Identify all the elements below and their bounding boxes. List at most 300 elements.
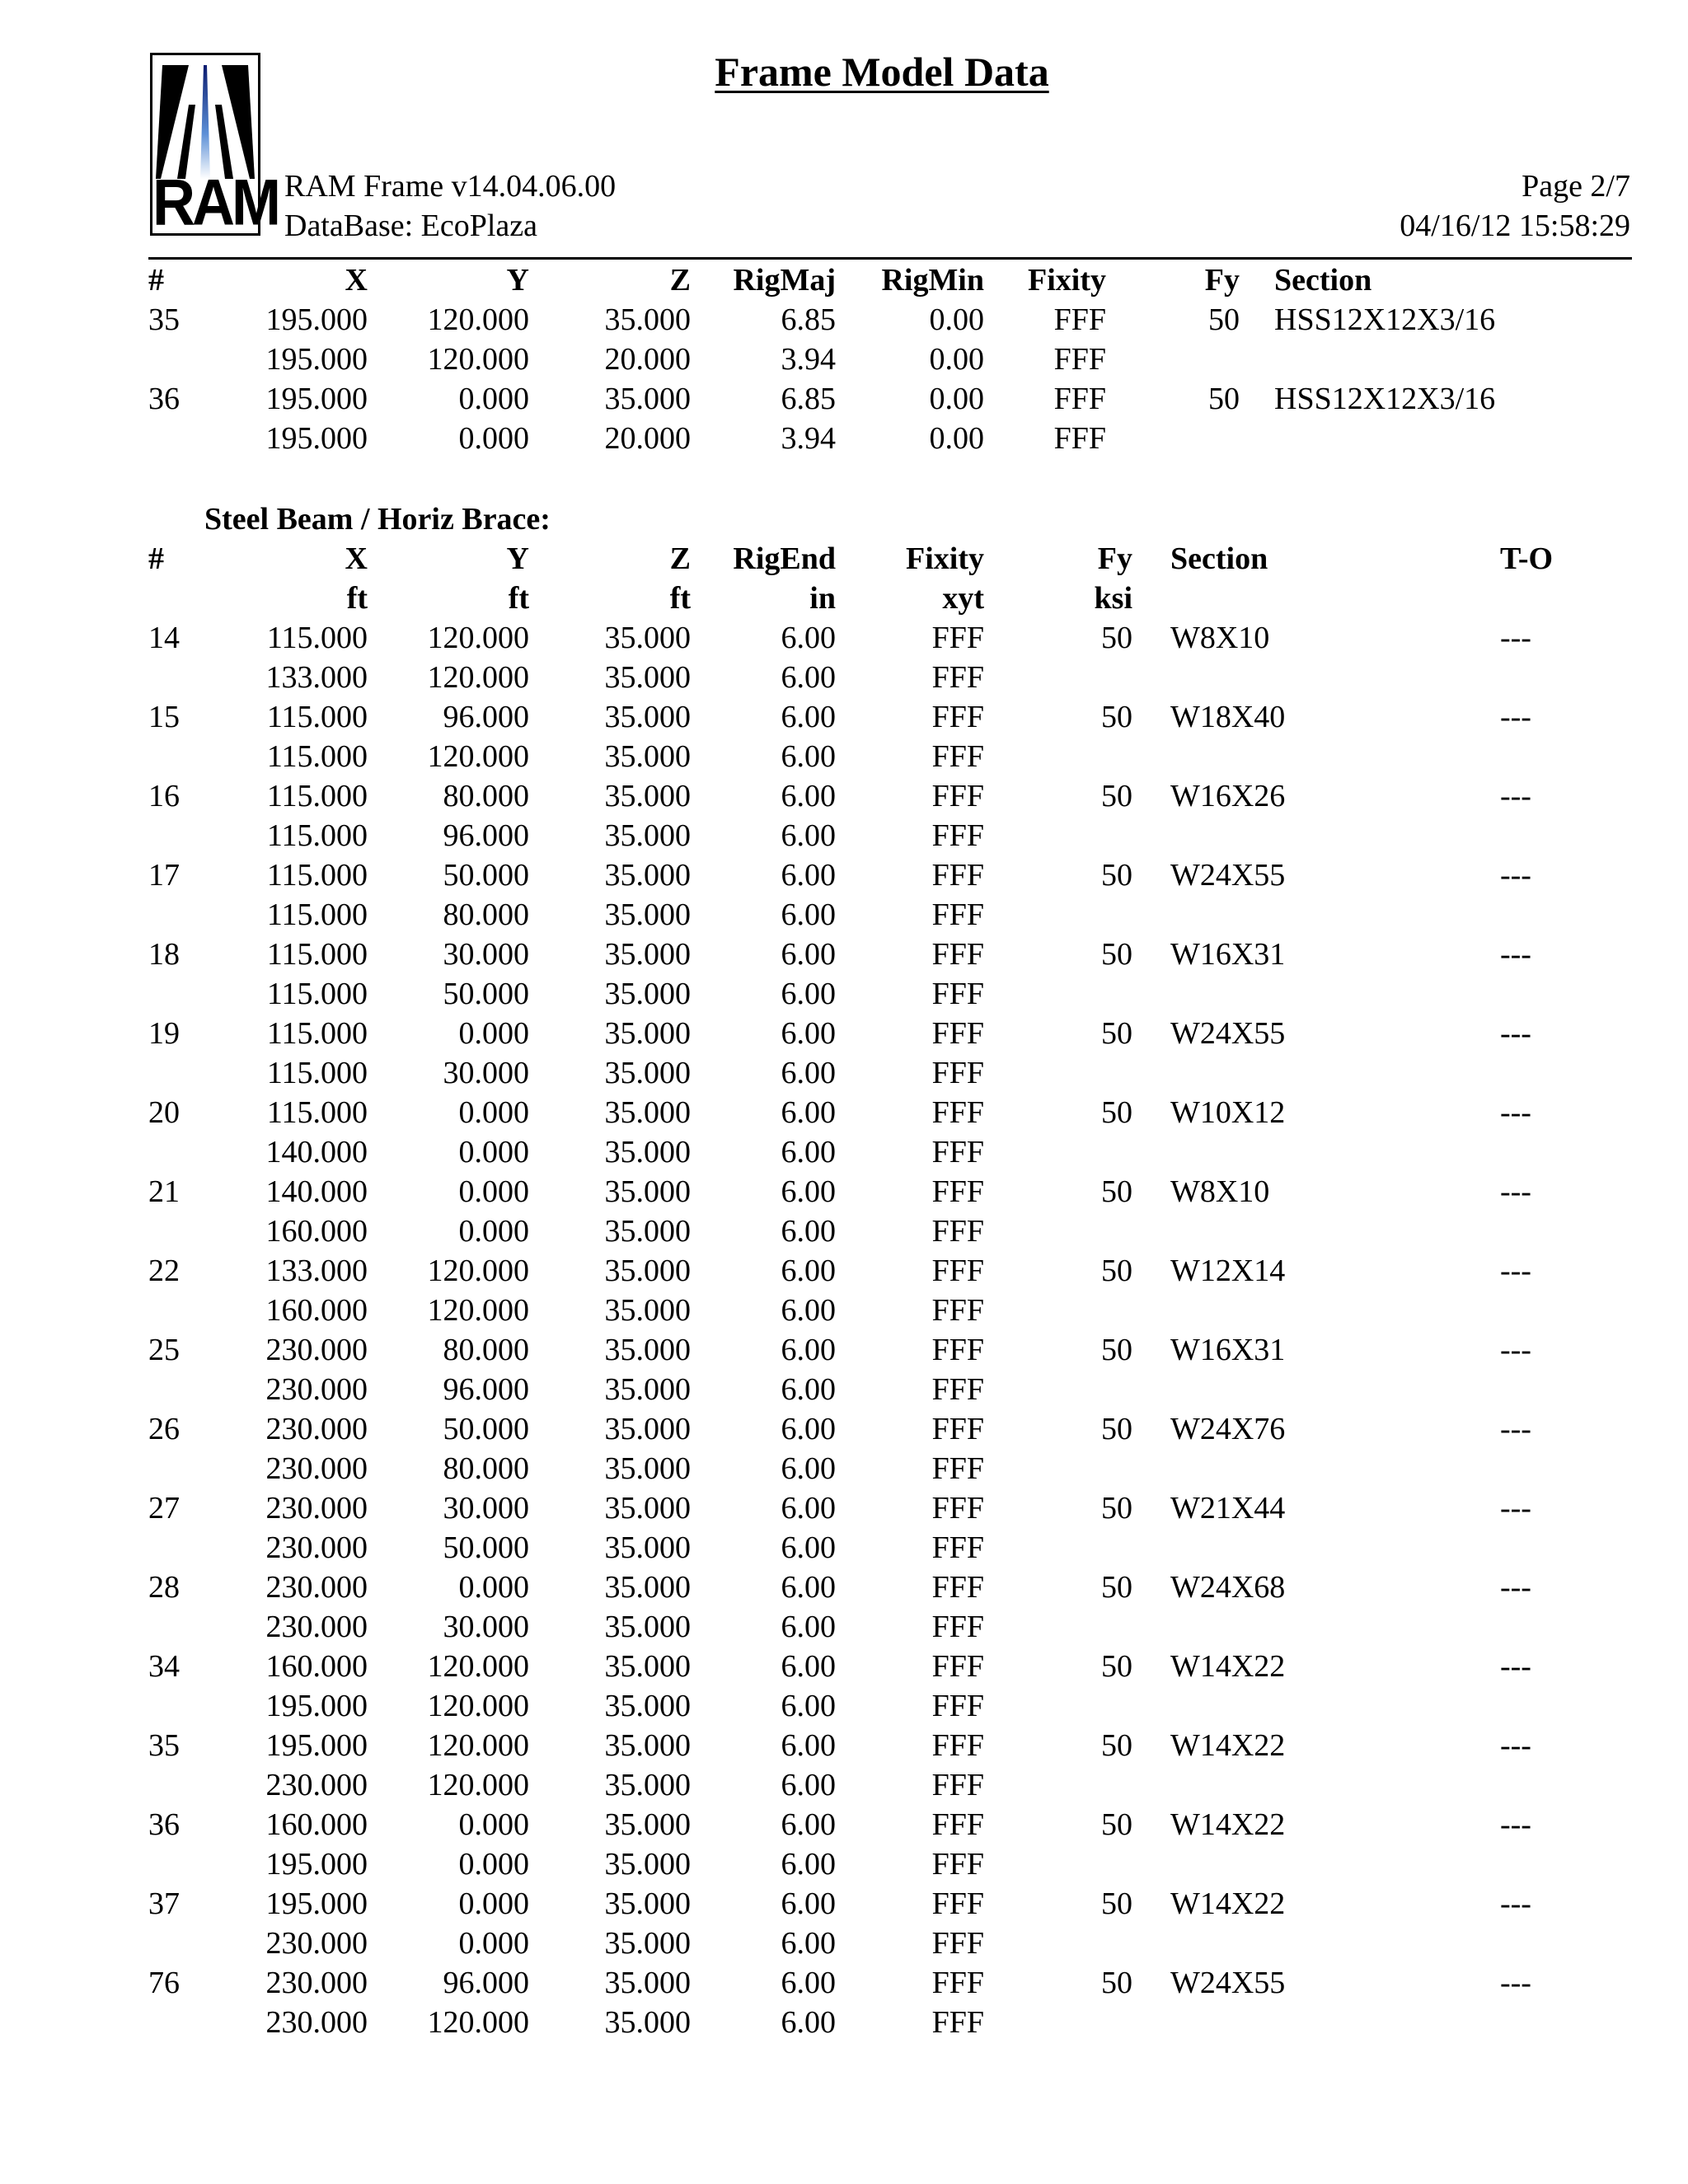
- table-row: [0, 658, 1688, 697]
- cell-fixity: FFF: [931, 1649, 984, 1684]
- cell-fy: ksi: [1094, 581, 1132, 616]
- cell-y: 30.000: [443, 1610, 529, 1644]
- cell-z: 35.000: [604, 1530, 691, 1565]
- cell-fixity: FFF: [931, 1135, 984, 1169]
- cell-fy: 50: [1101, 621, 1132, 655]
- cell-fixity: FFF: [931, 1570, 984, 1605]
- cell-x: 230.000: [265, 1451, 368, 1486]
- table-units-row: [0, 579, 1688, 618]
- cell-rigend: 6.00: [781, 1530, 836, 1565]
- cell-x: 115.000: [266, 1095, 368, 1130]
- table-row: [0, 1449, 1688, 1488]
- cell-y: 120.000: [427, 1689, 529, 1723]
- cell-x: 230.000: [265, 2005, 368, 2040]
- cell-section: W21X44: [1170, 1491, 1286, 1526]
- cell-y: 80.000: [443, 898, 529, 932]
- cell-z: 35.000: [604, 1807, 691, 1842]
- table-row: [0, 340, 1688, 379]
- cell-z: 35.000: [604, 1412, 691, 1446]
- cell-x: 195.000: [265, 1847, 368, 1882]
- cell-to: ---: [1500, 1649, 1531, 1684]
- cell-fixity: FFF: [931, 1214, 984, 1249]
- cell-y: 80.000: [443, 1451, 529, 1486]
- table-row: [0, 1765, 1688, 1805]
- cell-id: 37: [148, 1886, 180, 1921]
- cell-z: 35.000: [604, 1886, 691, 1921]
- cell-fixity: FFF: [931, 1530, 984, 1565]
- cell-x: 115.000: [266, 937, 368, 972]
- table-row: [0, 1212, 1688, 1251]
- cell-x: 195.000: [265, 1886, 368, 1921]
- cell-z: 35.000: [604, 779, 691, 813]
- cell-x: 230.000: [265, 1333, 368, 1367]
- cell-fixity: FFF: [931, 1689, 984, 1723]
- cell-id: #: [148, 263, 164, 298]
- cell-fy: 50: [1101, 1966, 1132, 2000]
- cell-id: 27: [148, 1491, 180, 1526]
- cell-fy: Fy: [1097, 541, 1132, 576]
- cell-x: 230.000: [265, 1610, 368, 1644]
- cell-fixity: Fixity: [1028, 263, 1106, 298]
- cell-fy: Fy: [1204, 263, 1240, 298]
- cell-section: W14X22: [1170, 1807, 1286, 1842]
- cell-y: 0.000: [458, 382, 529, 416]
- cell-z: 35.000: [604, 1214, 691, 1249]
- cell-fixity: FFF: [931, 1491, 984, 1526]
- cell-x: X: [345, 263, 368, 298]
- cell-y: 96.000: [443, 1372, 529, 1407]
- table-row: [0, 1093, 1688, 1132]
- cell-fixity: FFF: [931, 1807, 984, 1842]
- cell-z: 35.000: [604, 700, 691, 734]
- cell-y: 50.000: [443, 1530, 529, 1565]
- cell-fixity: FFF: [931, 818, 984, 853]
- cell-x: 230.000: [265, 1768, 368, 1802]
- cell-rigend: 6.00: [781, 1254, 836, 1288]
- cell-fixity: FFF: [931, 1847, 984, 1882]
- cell-fixity: FFF: [931, 1372, 984, 1407]
- cell-z: 35.000: [604, 1768, 691, 1802]
- cell-fy: 50: [1101, 700, 1132, 734]
- cell-section: W16X26: [1170, 779, 1286, 813]
- cell-y: 0.000: [458, 1847, 529, 1882]
- cell-x: 115.000: [266, 1016, 368, 1051]
- cell-y: ft: [508, 581, 529, 616]
- cell-y: 50.000: [443, 858, 529, 893]
- cell-x: 140.000: [265, 1174, 368, 1209]
- cell-y: 0.000: [458, 1926, 529, 1961]
- cell-rigend: 6.00: [781, 1807, 836, 1842]
- cell-section: W18X40: [1170, 700, 1286, 734]
- cell-section: W24X55: [1170, 1016, 1286, 1051]
- cell-z: 35.000: [604, 382, 691, 416]
- cell-x: 230.000: [265, 1491, 368, 1526]
- cell-z: 35.000: [604, 1056, 691, 1090]
- cell-y: 120.000: [427, 302, 529, 337]
- cell-id: #: [148, 541, 164, 576]
- cell-y: Y: [506, 263, 529, 298]
- cell-x: 140.000: [265, 1135, 368, 1169]
- cell-rigend: 6.00: [781, 739, 836, 774]
- cell-z: 35.000: [604, 1966, 691, 2000]
- cell-z: 35.000: [604, 1451, 691, 1486]
- cell-rigend: 6.00: [781, 1293, 836, 1328]
- cell-rigend: 6.00: [781, 937, 836, 972]
- table-row: [0, 895, 1688, 935]
- cell-x: 195.000: [265, 421, 368, 456]
- table-row: [0, 935, 1688, 974]
- cell-to: ---: [1500, 1016, 1531, 1051]
- cell-x: 230.000: [265, 1530, 368, 1565]
- cell-z: 35.000: [604, 1016, 691, 1051]
- cell-z: 35.000: [604, 2005, 691, 2040]
- cell-rigend: 6.00: [781, 1135, 836, 1169]
- cell-x: 230.000: [265, 1966, 368, 2000]
- cell-z: ft: [669, 581, 691, 616]
- cell-fixity: FFF: [931, 1926, 984, 1961]
- cell-fy: 50: [1101, 1807, 1132, 1842]
- cell-rigmaj: 6.85: [781, 302, 836, 337]
- cell-id: 36: [148, 1807, 180, 1842]
- cell-section: W24X68: [1170, 1570, 1286, 1605]
- cell-z: 35.000: [604, 621, 691, 655]
- cell-rigmin: 0.00: [929, 421, 984, 456]
- cell-y: 30.000: [443, 1056, 529, 1090]
- cell-fy: 50: [1101, 1254, 1132, 1288]
- cell-y: 120.000: [427, 1768, 529, 1802]
- cell-rigend: 6.00: [781, 1610, 836, 1644]
- cell-rigend: 6.00: [781, 858, 836, 893]
- cell-to: ---: [1500, 621, 1531, 655]
- cell-rigend: 6.00: [781, 1095, 836, 1130]
- table-row: [0, 1370, 1688, 1409]
- table-row: [0, 1132, 1688, 1172]
- cell-z: 20.000: [604, 421, 691, 456]
- table-row: [0, 419, 1688, 458]
- cell-id: 14: [148, 621, 180, 655]
- cell-x: 115.000: [266, 818, 368, 853]
- cell-id: 28: [148, 1570, 180, 1605]
- cell-rigend: in: [809, 581, 836, 616]
- cell-z: Z: [669, 263, 691, 298]
- cell-y: 120.000: [427, 660, 529, 695]
- cell-z: 35.000: [604, 858, 691, 893]
- cell-x: 230.000: [265, 1926, 368, 1961]
- program-version: RAM Frame v14.04.06.00: [284, 169, 617, 204]
- cell-z: 35.000: [604, 937, 691, 972]
- cell-fixity: FFF: [931, 1728, 984, 1763]
- table-header-row: [0, 539, 1688, 579]
- cell-id: 36: [148, 382, 180, 416]
- cell-x: 115.000: [266, 779, 368, 813]
- cell-z: 35.000: [604, 302, 691, 337]
- cell-y: 120.000: [427, 342, 529, 377]
- cell-fy: 50: [1101, 1333, 1132, 1367]
- cell-to: ---: [1500, 1570, 1531, 1605]
- cell-id: 34: [148, 1649, 180, 1684]
- cell-y: 80.000: [443, 1333, 529, 1367]
- cell-to: ---: [1500, 1807, 1531, 1842]
- cell-rigend: 6.00: [781, 1886, 836, 1921]
- cell-rigend: 6.00: [781, 977, 836, 1011]
- table-row: [0, 1568, 1688, 1607]
- cell-x: 133.000: [265, 1254, 368, 1288]
- cell-rigend: 6.00: [781, 1412, 836, 1446]
- cell-y: 96.000: [443, 700, 529, 734]
- cell-x: 160.000: [265, 1214, 368, 1249]
- table-row: [0, 816, 1688, 855]
- table-row: [0, 697, 1688, 737]
- cell-z: 35.000: [604, 898, 691, 932]
- cell-fixity: FFF: [931, 700, 984, 734]
- cell-y: 0.000: [458, 1807, 529, 1842]
- cell-section: W16X31: [1170, 937, 1286, 972]
- cell-fixity: FFF: [931, 1610, 984, 1644]
- table-row: [0, 737, 1688, 776]
- cell-rigend: 6.00: [781, 818, 836, 853]
- cell-y: 0.000: [458, 1886, 529, 1921]
- cell-fy: 50: [1101, 779, 1132, 813]
- cell-z: 35.000: [604, 1847, 691, 1882]
- cell-rigend: 6.00: [781, 1451, 836, 1486]
- cell-rigmaj: 3.94: [781, 421, 836, 456]
- cell-z: 35.000: [604, 818, 691, 853]
- cell-section: W24X76: [1170, 1412, 1286, 1446]
- cell-to: ---: [1500, 779, 1531, 813]
- cell-fixity: FFF: [931, 1412, 984, 1446]
- cell-y: 80.000: [443, 779, 529, 813]
- cell-fixity: FFF: [1053, 382, 1106, 416]
- cell-section: Section: [1170, 541, 1268, 576]
- cell-x: 115.000: [266, 898, 368, 932]
- cell-z: 35.000: [604, 1333, 691, 1367]
- cell-to: ---: [1500, 1333, 1531, 1367]
- cell-fy: 50: [1101, 1174, 1132, 1209]
- cell-id: 26: [148, 1412, 180, 1446]
- table-row: [0, 1053, 1688, 1093]
- cell-x: 115.000: [266, 977, 368, 1011]
- cell-fixity: FFF: [931, 858, 984, 893]
- cell-fixity: FFF: [931, 1886, 984, 1921]
- table-row: [0, 1528, 1688, 1568]
- cell-section: W14X22: [1170, 1728, 1286, 1763]
- cell-z: 35.000: [604, 1649, 691, 1684]
- cell-id: 21: [148, 1174, 180, 1209]
- table-header-row: [0, 260, 1688, 300]
- cell-fy: 50: [1101, 1649, 1132, 1684]
- cell-z: 35.000: [604, 1174, 691, 1209]
- table-row: [0, 379, 1688, 419]
- cell-fy: 50: [1208, 382, 1240, 416]
- cell-fy: 50: [1208, 302, 1240, 337]
- cell-fixity: FFF: [1053, 302, 1106, 337]
- cell-y: 0.000: [458, 1214, 529, 1249]
- cell-rigend: 6.00: [781, 1174, 836, 1209]
- cell-x: 195.000: [265, 342, 368, 377]
- cell-z: 35.000: [604, 660, 691, 695]
- table-row: [0, 1291, 1688, 1330]
- cell-z: 35.000: [604, 739, 691, 774]
- cell-x: 160.000: [265, 1807, 368, 1842]
- cell-y: 120.000: [427, 739, 529, 774]
- page-title: Frame Model Data: [715, 49, 1049, 95]
- cell-x: 230.000: [265, 1412, 368, 1446]
- cell-y: 30.000: [443, 937, 529, 972]
- cell-fixity: FFF: [931, 977, 984, 1011]
- cell-y: 120.000: [427, 1728, 529, 1763]
- table-row: [0, 1924, 1688, 1963]
- cell-to: ---: [1500, 1728, 1531, 1763]
- cell-fy: 50: [1101, 1728, 1132, 1763]
- cell-id: 76: [148, 1966, 180, 2000]
- cell-rigend: 6.00: [781, 1016, 836, 1051]
- cell-y: 96.000: [443, 818, 529, 853]
- cell-fixity: FFF: [1053, 421, 1106, 456]
- cell-z: 35.000: [604, 1926, 691, 1961]
- cell-rigend: 6.00: [781, 1768, 836, 1802]
- cell-z: 35.000: [604, 1135, 691, 1169]
- cell-x: 115.000: [266, 700, 368, 734]
- page-number: Page 2/7: [1522, 169, 1630, 204]
- cell-section: W8X10: [1170, 621, 1270, 655]
- cell-y: 0.000: [458, 421, 529, 456]
- section-title: Steel Beam / Horiz Brace:: [204, 502, 551, 537]
- cell-fy: 50: [1101, 1412, 1132, 1446]
- cell-rigmaj: 6.85: [781, 382, 836, 416]
- table-row: [0, 1409, 1688, 1449]
- cell-z: 35.000: [604, 1491, 691, 1526]
- cell-y: 120.000: [427, 621, 529, 655]
- cell-section: Section: [1274, 263, 1372, 298]
- cell-rigend: 6.00: [781, 898, 836, 932]
- cell-rigend: 6.00: [781, 1372, 836, 1407]
- cell-fy: 50: [1101, 937, 1132, 972]
- cell-fixity: FFF: [931, 937, 984, 972]
- cell-rigend: 6.00: [781, 1926, 836, 1961]
- cell-rigend: 6.00: [781, 1649, 836, 1684]
- cell-y: 0.000: [458, 1135, 529, 1169]
- cell-rigend: 6.00: [781, 1689, 836, 1723]
- cell-rigend: 6.00: [781, 660, 836, 695]
- cell-z: 35.000: [604, 1610, 691, 1644]
- cell-to: T-O: [1500, 541, 1554, 576]
- cell-to: ---: [1500, 1412, 1531, 1446]
- cell-x: 115.000: [266, 858, 368, 893]
- cell-rigmin: RigMin: [881, 263, 984, 298]
- cell-to: ---: [1500, 1886, 1531, 1921]
- cell-fixity: FFF: [931, 739, 984, 774]
- cell-rigend: 6.00: [781, 1214, 836, 1249]
- cell-rigend: 6.00: [781, 1728, 836, 1763]
- cell-to: ---: [1500, 1254, 1531, 1288]
- cell-z: 35.000: [604, 1254, 691, 1288]
- cell-fixity: FFF: [931, 1174, 984, 1209]
- cell-rigend: RigEnd: [733, 541, 836, 576]
- database-name: DataBase: EcoPlaza: [284, 209, 538, 243]
- table-row: [0, 1963, 1688, 2003]
- cell-id: 17: [148, 858, 180, 893]
- cell-section: W8X10: [1170, 1174, 1270, 1209]
- cell-id: 16: [148, 779, 180, 813]
- table-row: [0, 1647, 1688, 1686]
- cell-rigend: 6.00: [781, 779, 836, 813]
- cell-fy: 50: [1101, 1886, 1132, 1921]
- table-row: [0, 1884, 1688, 1924]
- cell-fixity: FFF: [931, 2005, 984, 2040]
- cell-rigmaj: RigMaj: [733, 263, 836, 298]
- table-row: [0, 300, 1688, 340]
- cell-fixity: FFF: [931, 1056, 984, 1090]
- cell-fixity: FFF: [931, 1333, 984, 1367]
- cell-z: 20.000: [604, 342, 691, 377]
- cell-y: 96.000: [443, 1966, 529, 2000]
- table-row: [0, 1251, 1688, 1291]
- cell-to: ---: [1500, 700, 1531, 734]
- cell-z: 35.000: [604, 1095, 691, 1130]
- table-row: [0, 776, 1688, 816]
- cell-z: 35.000: [604, 1293, 691, 1328]
- cell-y: 120.000: [427, 2005, 529, 2040]
- logo-text: RAM: [152, 166, 278, 239]
- ram-logo: [150, 53, 278, 239]
- cell-rigend: 6.00: [781, 1056, 836, 1090]
- cell-x: 115.000: [266, 739, 368, 774]
- cell-to: ---: [1500, 1966, 1531, 2000]
- table-row: [0, 1686, 1688, 1726]
- cell-x: 230.000: [265, 1570, 368, 1605]
- print-datetime: 04/16/12 15:58:29: [1400, 209, 1630, 243]
- cell-fixity: FFF: [931, 1768, 984, 1802]
- cell-fy: 50: [1101, 1095, 1132, 1130]
- cell-y: 120.000: [427, 1293, 529, 1328]
- cell-fixity: FFF: [931, 898, 984, 932]
- cell-id: 22: [148, 1254, 180, 1288]
- cell-section: W12X14: [1170, 1254, 1286, 1288]
- cell-fixity: FFF: [931, 621, 984, 655]
- cell-rigend: 6.00: [781, 1847, 836, 1882]
- cell-section: W14X22: [1170, 1649, 1286, 1684]
- cell-x: 115.000: [266, 1056, 368, 1090]
- cell-id: 35: [148, 302, 180, 337]
- cell-id: 15: [148, 700, 180, 734]
- cell-z: 35.000: [604, 1689, 691, 1723]
- cell-x: 160.000: [265, 1649, 368, 1684]
- cell-fixity: FFF: [931, 1254, 984, 1288]
- cell-fixity: FFF: [931, 1966, 984, 2000]
- cell-section: W24X55: [1170, 858, 1286, 893]
- cell-fixity: FFF: [931, 1293, 984, 1328]
- table-row: [0, 1607, 1688, 1647]
- cell-x: 133.000: [265, 660, 368, 695]
- table-row: [0, 2003, 1688, 2042]
- cell-y: 50.000: [443, 977, 529, 1011]
- cell-x: 195.000: [265, 382, 368, 416]
- cell-rigend: 6.00: [781, 1570, 836, 1605]
- cell-rigend: 6.00: [781, 621, 836, 655]
- cell-id: 35: [148, 1728, 180, 1763]
- cell-to: ---: [1500, 1491, 1531, 1526]
- cell-z: 35.000: [604, 1728, 691, 1763]
- cell-fy: 50: [1101, 1016, 1132, 1051]
- cell-fy: 50: [1101, 858, 1132, 893]
- cell-to: ---: [1500, 1174, 1531, 1209]
- cell-rigmin: 0.00: [929, 302, 984, 337]
- cell-z: 35.000: [604, 977, 691, 1011]
- cell-fixity: xyt: [942, 581, 984, 616]
- cell-rigmin: 0.00: [929, 342, 984, 377]
- cell-y: Y: [506, 541, 529, 576]
- table-row: [0, 618, 1688, 658]
